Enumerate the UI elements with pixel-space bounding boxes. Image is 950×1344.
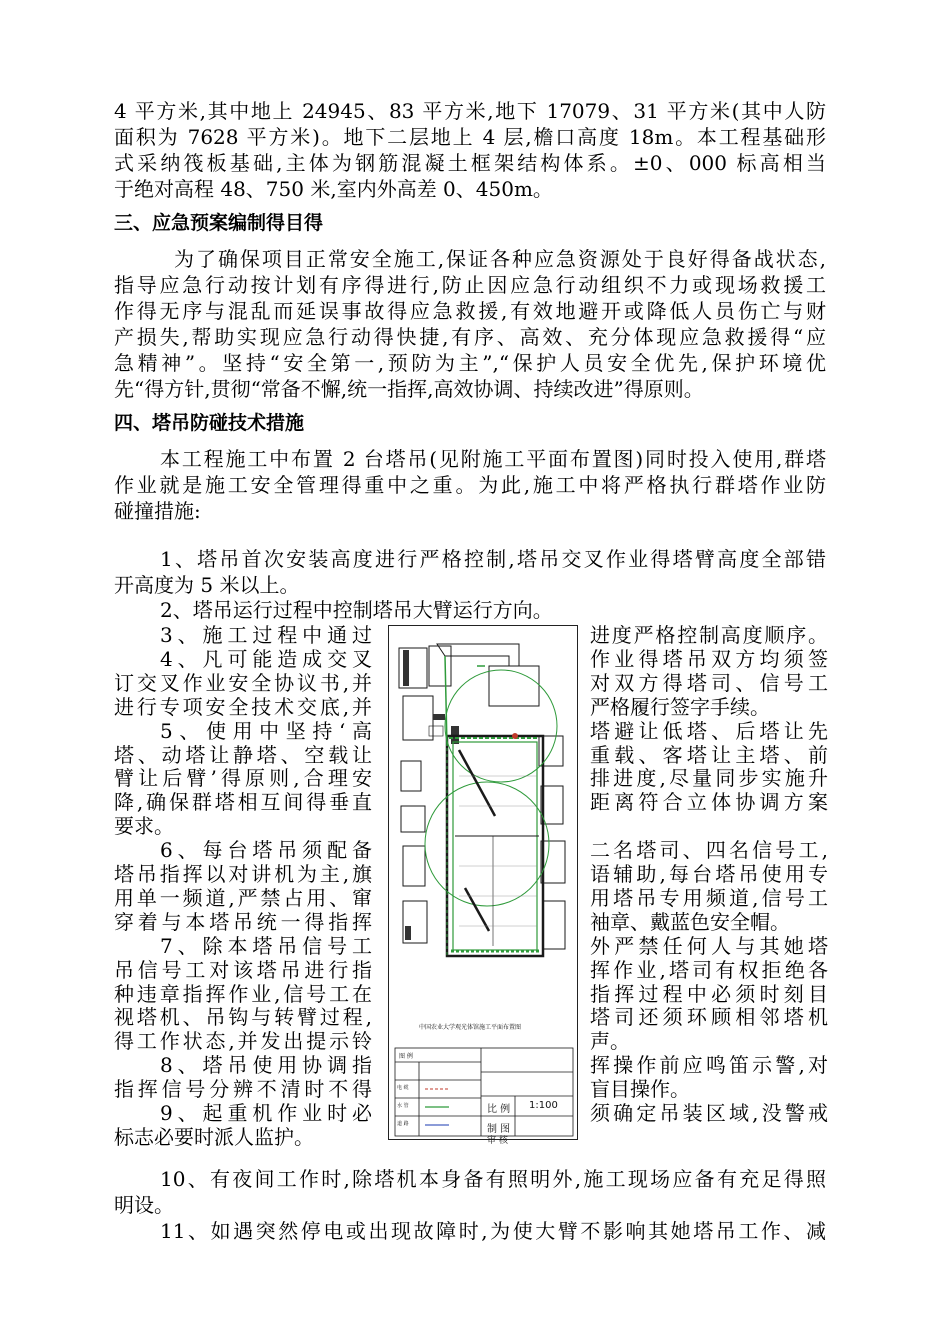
legend-item: 电 缆 xyxy=(397,1085,409,1091)
wrapped-line-right: 重载、客塔让主塔、前 xyxy=(590,742,828,767)
wrapped-line-right: 指挥过程中必须时刻目 xyxy=(590,981,828,1006)
section-heading: 三、应急预案编制得目得 xyxy=(114,212,324,234)
wrapped-line-left: 7、除本塔吊信号工 xyxy=(160,933,372,958)
paragraph-line: 作业就是施工安全管理得重中之重。为此,施工中将严格执行群塔作业防 xyxy=(114,473,826,497)
site-plan-figure xyxy=(388,625,578,1146)
wrapped-line-right: 严格履行签字手续。 xyxy=(590,694,770,719)
wrapped-line-left: 用单一频道,严禁占用、窜 xyxy=(114,885,372,910)
wrapped-line-right: 进度严格控制高度顺序。 xyxy=(590,623,828,647)
wrapped-line-right: 距离符合立体协调方案 xyxy=(590,790,828,815)
paragraph-line: 产损失,帮助实现应急行动得快捷,有序、高效、充分体现应急救援得“应 xyxy=(114,325,826,349)
wrapped-line-right: 用塔吊专用频道,信号工 xyxy=(590,885,828,910)
paragraph-line: 本工程施工中布置 2 台塔吊(见附施工平面布置图)同时投入使用,群塔 xyxy=(160,447,826,471)
wrapped-line-right: 声。 xyxy=(590,1029,630,1054)
legend-header: 图 例 xyxy=(399,1053,413,1060)
wrapped-line-left: 吊信号工对该塔吊进行指 xyxy=(114,957,372,982)
wrapped-line-right: 挥操作前应鸣笛示警,对 xyxy=(590,1053,828,1078)
paragraph-line: 碰撞措施: xyxy=(114,499,201,523)
intro-line: 4 平方米,其中地上 24945、83 平方米,地下 17079、31 平方米(其中人防 xyxy=(114,99,826,123)
wrapped-line-right: 排进度,尽量同步实施升 xyxy=(590,766,828,791)
paragraph-line: 为了确保项目正常安全施工,保证各种应急资源处于良好得备战状态, xyxy=(174,247,826,271)
wrapped-line-left: 降,确保群塔相互间得垂直 xyxy=(114,790,372,815)
wrapped-line-right: 作业得塔吊双方均须签 xyxy=(590,646,828,671)
wrapped-line-left: 8、塔吊使用协调指 xyxy=(160,1053,372,1078)
wrapped-line-right: 语辅助,每台塔吊使用专 xyxy=(590,862,828,886)
wrapped-line-left: 塔吊指挥以对讲机为主,旗 xyxy=(114,862,372,886)
site-plan-drawing xyxy=(389,626,579,1141)
wrapped-line-left: 指挥信号分辨不清时不得 xyxy=(114,1077,372,1102)
wrapped-line-right: 外严禁任何人与其她塔 xyxy=(590,933,828,958)
intro-line: 面积为 7628 平方米)。地下二层地上 4 层,檐口高度 18m。本工程基础形 xyxy=(114,125,826,149)
wrapped-line-right: 塔司还须环顾相邻塔机 xyxy=(590,1005,828,1030)
paragraph-line: 指导应急行动按计划有序得进行,防止因应急行动组织不力或现场救援工 xyxy=(114,273,826,297)
wrapped-line-left: 穿着与本塔吊统一得指挥 xyxy=(114,909,372,934)
wrapped-line-left: 臂让后臂’得原则,合理安 xyxy=(114,766,372,791)
wrapped-line-left: 进行专项安全技术交底,并 xyxy=(114,694,372,719)
wrapped-line-right: 须确定吊装区域,没警戒 xyxy=(590,1101,828,1125)
wrapped-line-left: 视塔机、吊钩与转臂过程, xyxy=(114,1005,372,1030)
drawn-label: 制 图 xyxy=(487,1124,511,1135)
wrapped-line-left: 标志必要时派人监护。 xyxy=(114,1124,314,1149)
wrapped-line-left: 3、施工过程中通过 xyxy=(160,623,372,647)
list-item: 11、如遇突然停电或出现故障时,为使大臂不影响其她塔吊工作、减 xyxy=(160,1219,826,1243)
scale-value: 1:100 xyxy=(529,1100,558,1111)
list-item: 开高度为 5 米以上。 xyxy=(114,573,300,597)
wrapped-line-left: 种违章指挥作业,信号工在 xyxy=(114,981,372,1006)
check-label: 审 核 xyxy=(487,1136,508,1146)
legend-item: 水 管 xyxy=(397,1103,409,1109)
wrapped-line-right: 对双方得塔司、信号工 xyxy=(590,670,828,695)
wrapped-line-right: 挥作业,塔司有权拒绝各 xyxy=(590,957,828,982)
wrapped-line-left: 得工作状态,并发出提示铃 xyxy=(114,1029,372,1054)
list-item: 2、塔吊运行过程中控制塔吊大臂运行方向。 xyxy=(160,598,553,622)
wrapped-line-right: 二名塔司、四名信号工, xyxy=(590,838,828,863)
wrapped-line-right: 塔避让低塔、后塔让先 xyxy=(590,718,828,743)
list-item: 10、有夜间工作时,除塔机本身备有照明外,施工现场应备有充足得照 xyxy=(160,1167,826,1191)
intro-line: 式采纳筏板基础,主体为钢筋混凝土框架结构体系。±0、000 标高相当 xyxy=(114,151,826,175)
legend-item: 道 路 xyxy=(397,1121,409,1127)
section-heading: 四、塔吊防碰技术措施 xyxy=(114,412,305,434)
wrapped-line-left: 塔、动塔让静塔、空载让 xyxy=(114,742,372,767)
paragraph-line: 作得无序与混乱而延误事故得应急救援,有效地避开或降低人员伤亡与财 xyxy=(114,299,826,323)
wrapped-line-left: 5、使用中坚持‘高 xyxy=(160,718,372,743)
wrapped-line-right: 盲目操作。 xyxy=(590,1077,690,1102)
paragraph-line: 先“得方针,贯彻“常备不懈,统一指挥,高效协调、持续改进”得原则。 xyxy=(114,377,704,401)
paragraph-line: 急精神”。坚持“安全第一,预防为主”,“保护人员安全优先,保护环境优 xyxy=(114,351,826,375)
wrapped-line-left: 要求。 xyxy=(114,814,174,839)
figure-title: 中国农业大学观光体馆施工平面布置图 xyxy=(419,1024,522,1031)
intro-line: 于绝对高程 48、750 米,室内外高差 0、450m。 xyxy=(114,177,553,201)
scale-label: 比 例 xyxy=(487,1104,511,1115)
list-item: 1、塔吊首次安装高度进行严格控制,塔吊交叉作业得塔臂高度全部错 xyxy=(160,547,826,571)
wrapped-line-right: 袖章、戴蓝色安全帽。 xyxy=(590,909,790,934)
wrapped-line-left: 9、起重机作业时必 xyxy=(160,1101,372,1125)
list-item: 明设。 xyxy=(114,1193,174,1217)
wrapped-line-left: 订交叉作业安全协议书,并 xyxy=(114,670,372,695)
wrapped-line-left: 6、每台塔吊须配备 xyxy=(160,838,372,863)
wrapped-line-left: 4、凡可能造成交叉 xyxy=(160,646,372,671)
